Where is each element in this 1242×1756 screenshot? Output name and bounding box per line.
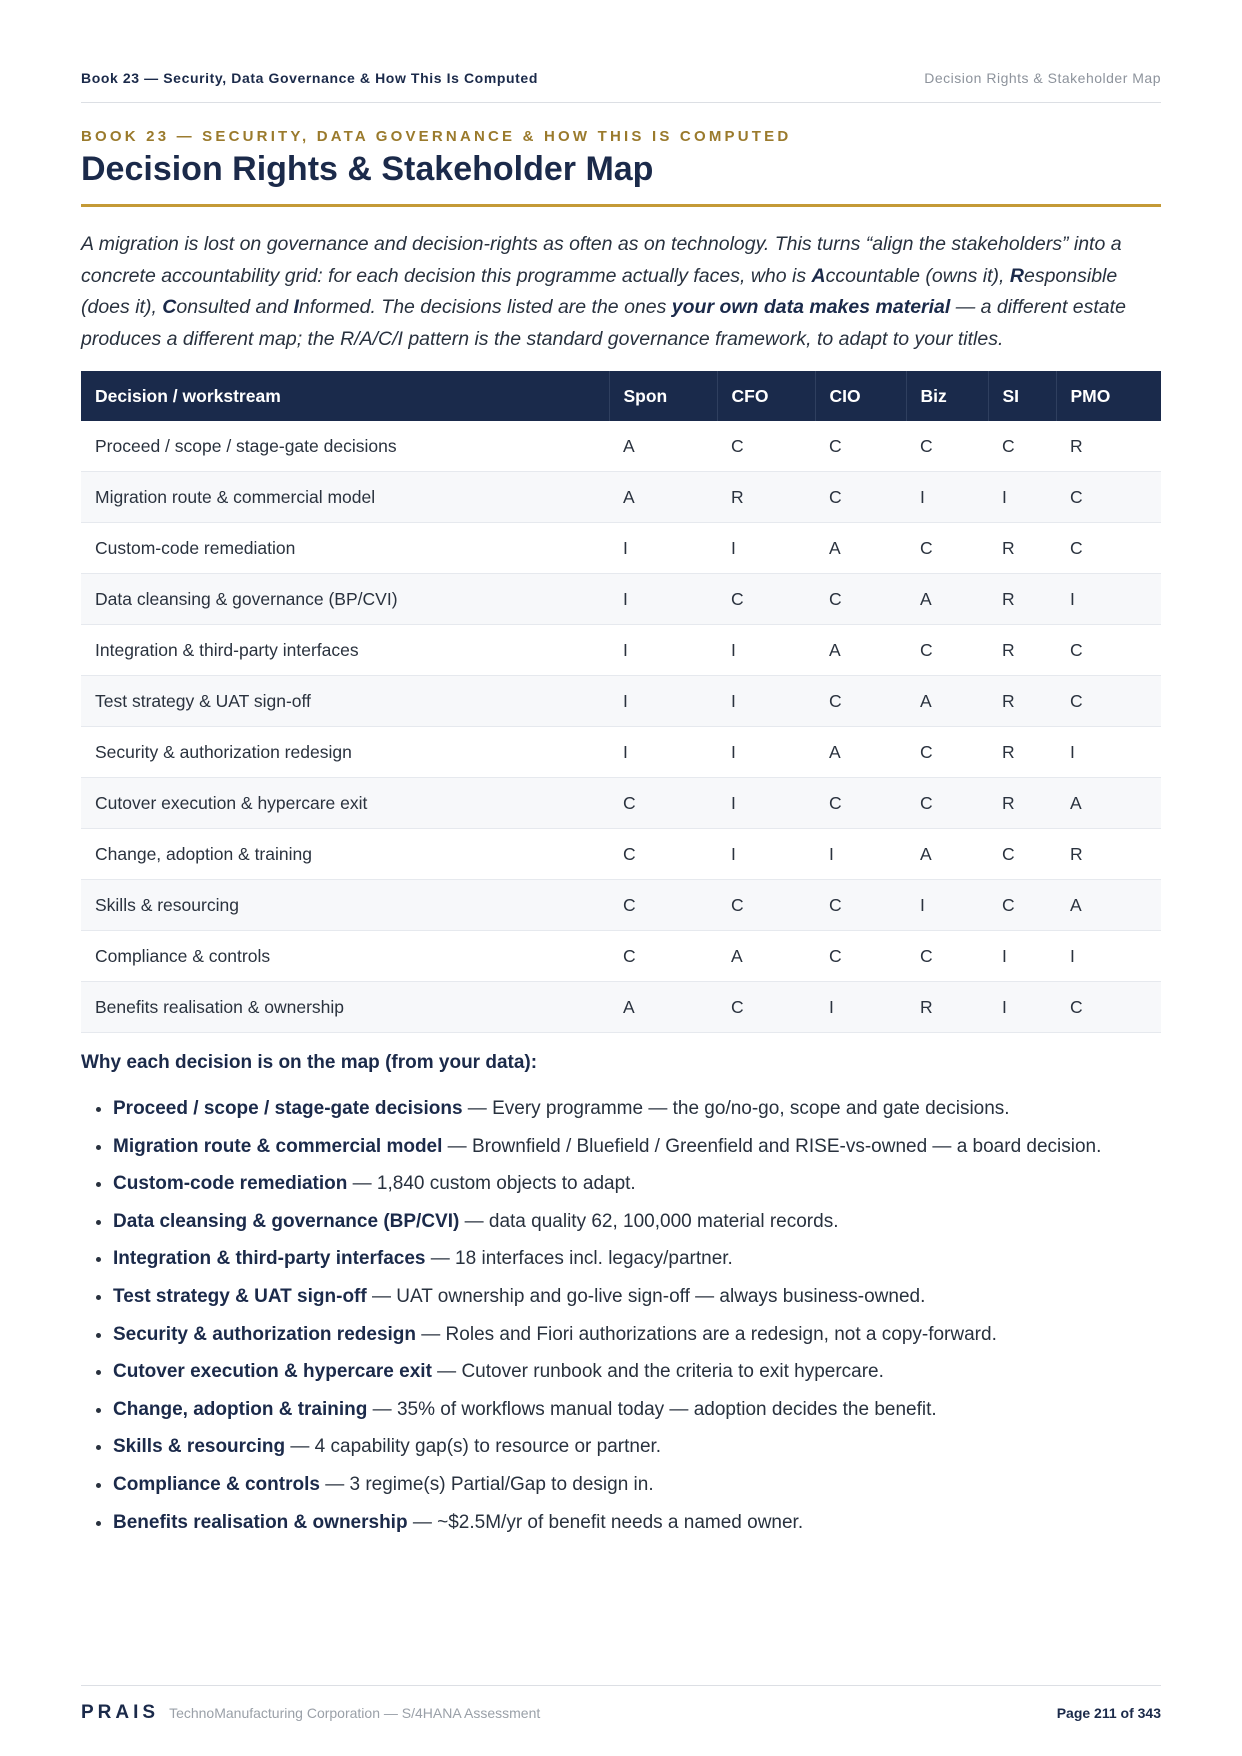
section-kicker: BOOK 23 — SECURITY, DATA GOVERNANCE & HOW THIS IS COMPUTED xyxy=(81,128,792,145)
table-row xyxy=(81,676,1161,727)
raci-table-body xyxy=(81,421,1161,1033)
list-item-term: Integration & third-party interfaces xyxy=(113,1248,426,1270)
header-section-title: Decision Rights & Stakeholder Map xyxy=(924,70,1161,86)
raci-cell: C xyxy=(815,472,906,523)
raci-cell: C xyxy=(815,421,906,472)
list-item xyxy=(113,1391,1182,1429)
raci-cell: R xyxy=(988,523,1056,574)
col-header-decision: Decision / workstream xyxy=(81,371,609,421)
table-row xyxy=(81,421,1161,472)
list-item-term: Migration route & commercial model xyxy=(113,1135,443,1157)
raci-cell: R xyxy=(717,472,815,523)
list-item-term: Skills & resourcing xyxy=(113,1436,286,1458)
raci-cell: C xyxy=(906,931,988,982)
list-item-description: — 3 regime(s) Partial/Gap to design in. xyxy=(319,1473,654,1495)
decision-cell: Benefits realisation & ownership xyxy=(81,982,609,1033)
col-header-si: SI xyxy=(988,371,1056,421)
raci-cell: I xyxy=(609,625,717,676)
raci-cell: I xyxy=(815,982,906,1033)
decision-cell: Integration & third-party interfaces xyxy=(81,625,609,676)
raci-cell: I xyxy=(1056,931,1161,982)
raci-cell: C xyxy=(906,778,988,829)
decision-cell: Custom-code remediation xyxy=(81,523,609,574)
table-row xyxy=(81,472,1161,523)
table-row xyxy=(81,982,1161,1033)
why-heading: Why each decision is on the map (from your data): xyxy=(81,1052,538,1073)
prais-logo: PRAIS xyxy=(81,1702,160,1723)
raci-cell: I xyxy=(1056,727,1161,778)
col-header-pmo: PMO xyxy=(1056,371,1161,421)
list-item xyxy=(113,1316,1182,1354)
raci-cell: C xyxy=(815,574,906,625)
raci-cell: C xyxy=(815,931,906,982)
raci-cell: C xyxy=(906,523,988,574)
raci-cell: C xyxy=(1056,523,1161,574)
raci-cell: I xyxy=(717,829,815,880)
col-header-spon: Spon xyxy=(609,371,717,421)
raci-cell: I xyxy=(609,727,717,778)
raci-cell: C xyxy=(906,625,988,676)
raci-cell: I xyxy=(609,676,717,727)
table-row xyxy=(81,625,1161,676)
raci-cell: A xyxy=(1056,880,1161,931)
list-item xyxy=(113,1353,1182,1391)
list-item-description: — UAT ownership and go-live sign-off — always business-owned. xyxy=(366,1285,926,1307)
col-header-cio: CIO xyxy=(815,371,906,421)
running-header xyxy=(81,70,1161,103)
raci-cell: R xyxy=(988,574,1056,625)
raci-cell: C xyxy=(988,421,1056,472)
decision-cell: Proceed / scope / stage-gate decisions xyxy=(81,421,609,472)
raci-cell: R xyxy=(906,982,988,1033)
page-number: Page 211 of 343 xyxy=(1056,1705,1161,1721)
raci-cell: I xyxy=(988,931,1056,982)
raci-cell: I xyxy=(988,472,1056,523)
title-divider xyxy=(81,204,1161,207)
raci-cell: R xyxy=(988,778,1056,829)
list-item xyxy=(113,1428,1182,1466)
table-row xyxy=(81,574,1161,625)
table-row xyxy=(81,727,1161,778)
raci-cell: I xyxy=(717,523,815,574)
raci-cell: I xyxy=(717,676,815,727)
raci-cell: A xyxy=(609,982,717,1033)
raci-cell: C xyxy=(609,829,717,880)
raci-cell: A xyxy=(906,574,988,625)
list-item-description: — 1,840 custom objects to adapt. xyxy=(347,1173,636,1195)
raci-cell: A xyxy=(906,829,988,880)
decision-cell: Data cleansing & governance (BP/CVI) xyxy=(81,574,609,625)
list-item-description: — 4 capability gap(s) to resource or partner. xyxy=(285,1436,662,1458)
raci-cell: I xyxy=(609,523,717,574)
table-row xyxy=(81,778,1161,829)
raci-cell: C xyxy=(906,421,988,472)
raci-cell: C xyxy=(815,778,906,829)
raci-cell: A xyxy=(609,472,717,523)
raci-cell: C xyxy=(717,574,815,625)
raci-cell: C xyxy=(717,421,815,472)
footer-subtitle: TechnoManufacturing Corporation — S/4HANA Assessment xyxy=(169,1705,541,1721)
raci-cell: I xyxy=(609,574,717,625)
list-item-description: — 18 interfaces incl. legacy/partner. xyxy=(425,1248,733,1270)
decision-cell: Security & authorization redesign xyxy=(81,727,609,778)
raci-cell: C xyxy=(906,727,988,778)
raci-cell: R xyxy=(988,727,1056,778)
decision-cell: Test strategy & UAT sign-off xyxy=(81,676,609,727)
raci-cell: C xyxy=(717,880,815,931)
table-row xyxy=(81,880,1161,931)
raci-cell: A xyxy=(815,523,906,574)
decision-cell: Compliance & controls xyxy=(81,931,609,982)
raci-cell: C xyxy=(1056,982,1161,1033)
raci-cell: I xyxy=(717,625,815,676)
raci-header-row xyxy=(81,371,1161,421)
raci-cell: C xyxy=(1056,625,1161,676)
raci-cell: I xyxy=(717,778,815,829)
raci-cell: A xyxy=(717,931,815,982)
raci-cell: I xyxy=(815,829,906,880)
raci-cell: A xyxy=(906,676,988,727)
list-item-description: — 35% of workflows manual today — adoption decides the benefit. xyxy=(367,1398,937,1420)
raci-cell: A xyxy=(815,727,906,778)
raci-cell: R xyxy=(1056,421,1161,472)
list-item-term: Test strategy & UAT sign-off xyxy=(113,1285,367,1307)
table-row xyxy=(81,931,1161,982)
page-footer xyxy=(81,1685,1161,1724)
raci-cell: C xyxy=(988,829,1056,880)
list-item xyxy=(113,1203,1182,1241)
decision-cell: Change, adoption & training xyxy=(81,829,609,880)
list-item xyxy=(113,1165,1182,1203)
raci-cell: C xyxy=(609,778,717,829)
list-item xyxy=(113,1128,1182,1166)
list-item-description: — Every programme — the go/no-go, scope and gate decisions. xyxy=(462,1098,1010,1119)
list-item xyxy=(113,1504,1182,1542)
raci-cell: C xyxy=(717,982,815,1033)
list-item-term: Security & authorization redesign xyxy=(113,1323,416,1345)
raci-cell: I xyxy=(717,727,815,778)
raci-cell: R xyxy=(988,625,1056,676)
decision-cell: Cutover execution & hypercare exit xyxy=(81,778,609,829)
raci-cell: I xyxy=(906,880,988,931)
list-item-description: — Roles and Fiori authorizations are a redesign, not a copy-forward. xyxy=(416,1323,997,1345)
raci-cell: C xyxy=(815,880,906,931)
raci-cell: A xyxy=(1056,778,1161,829)
intro-paragraph: A migration is lost on governance and decision-rights as often as on technology. This turns “align the stakeholders” into a concrete accountability grid: for each decision this programme actually faces, who is Accountable (owns it), Responsible (does it), Consulted and Informed. The decisions listed are the ones your own data makes material — a different estate produces a different map; the R/A/C/I pattern is the standard governance framework, to adapt to your titles. xyxy=(81,233,1126,350)
raci-cell: R xyxy=(1056,829,1161,880)
col-header-cfo: CFO xyxy=(717,371,815,421)
page-title: Decision Rights & Stakeholder Map xyxy=(81,150,654,188)
raci-cell: C xyxy=(988,880,1056,931)
list-item-description: — data quality 62, 100,000 material records. xyxy=(459,1210,839,1232)
raci-cell: I xyxy=(906,472,988,523)
list-item xyxy=(113,1240,1182,1278)
list-item-term: Custom-code remediation xyxy=(113,1173,348,1195)
list-item xyxy=(113,1278,1182,1316)
raci-cell: A xyxy=(609,421,717,472)
list-item-description: — Brownfield / Bluefield / Greenfield and RISE-vs-owned — a board decision. xyxy=(442,1135,1102,1157)
raci-cell: R xyxy=(988,676,1056,727)
col-header-biz: Biz xyxy=(906,371,988,421)
raci-table xyxy=(81,371,1161,1033)
raci-cell: C xyxy=(1056,676,1161,727)
raci-cell: A xyxy=(815,625,906,676)
list-item-term: Proceed / scope / stage-gate decisions xyxy=(113,1098,463,1119)
list-item-term: Change, adoption & training xyxy=(113,1398,368,1420)
list-item-description: — Cutover runbook and the criteria to exit hypercare. xyxy=(431,1361,884,1383)
raci-cell: C xyxy=(815,676,906,727)
list-item xyxy=(113,1466,1182,1504)
list-item-description: — ~$2.5M/yr of benefit needs a named owner. xyxy=(407,1511,804,1533)
raci-cell: I xyxy=(1056,574,1161,625)
raci-cell: C xyxy=(609,880,717,931)
why-list xyxy=(81,1090,1182,1541)
list-item-term: Compliance & controls xyxy=(113,1473,320,1495)
decision-cell: Migration route & commercial model xyxy=(81,472,609,523)
list-item-term: Data cleansing & governance (BP/CVI) xyxy=(113,1210,460,1232)
list-item-term: Benefits realisation & ownership xyxy=(113,1511,408,1533)
list-item-term: Cutover execution & hypercare exit xyxy=(113,1361,432,1383)
table-row xyxy=(81,523,1161,574)
raci-cell: C xyxy=(609,931,717,982)
raci-cell: I xyxy=(988,982,1056,1033)
table-row xyxy=(81,829,1161,880)
header-book-title: Book 23 — Security, Data Governance & How This Is Computed xyxy=(81,70,538,86)
raci-cell: C xyxy=(1056,472,1161,523)
list-item xyxy=(113,1090,1182,1128)
decision-cell: Skills & resourcing xyxy=(81,880,609,931)
